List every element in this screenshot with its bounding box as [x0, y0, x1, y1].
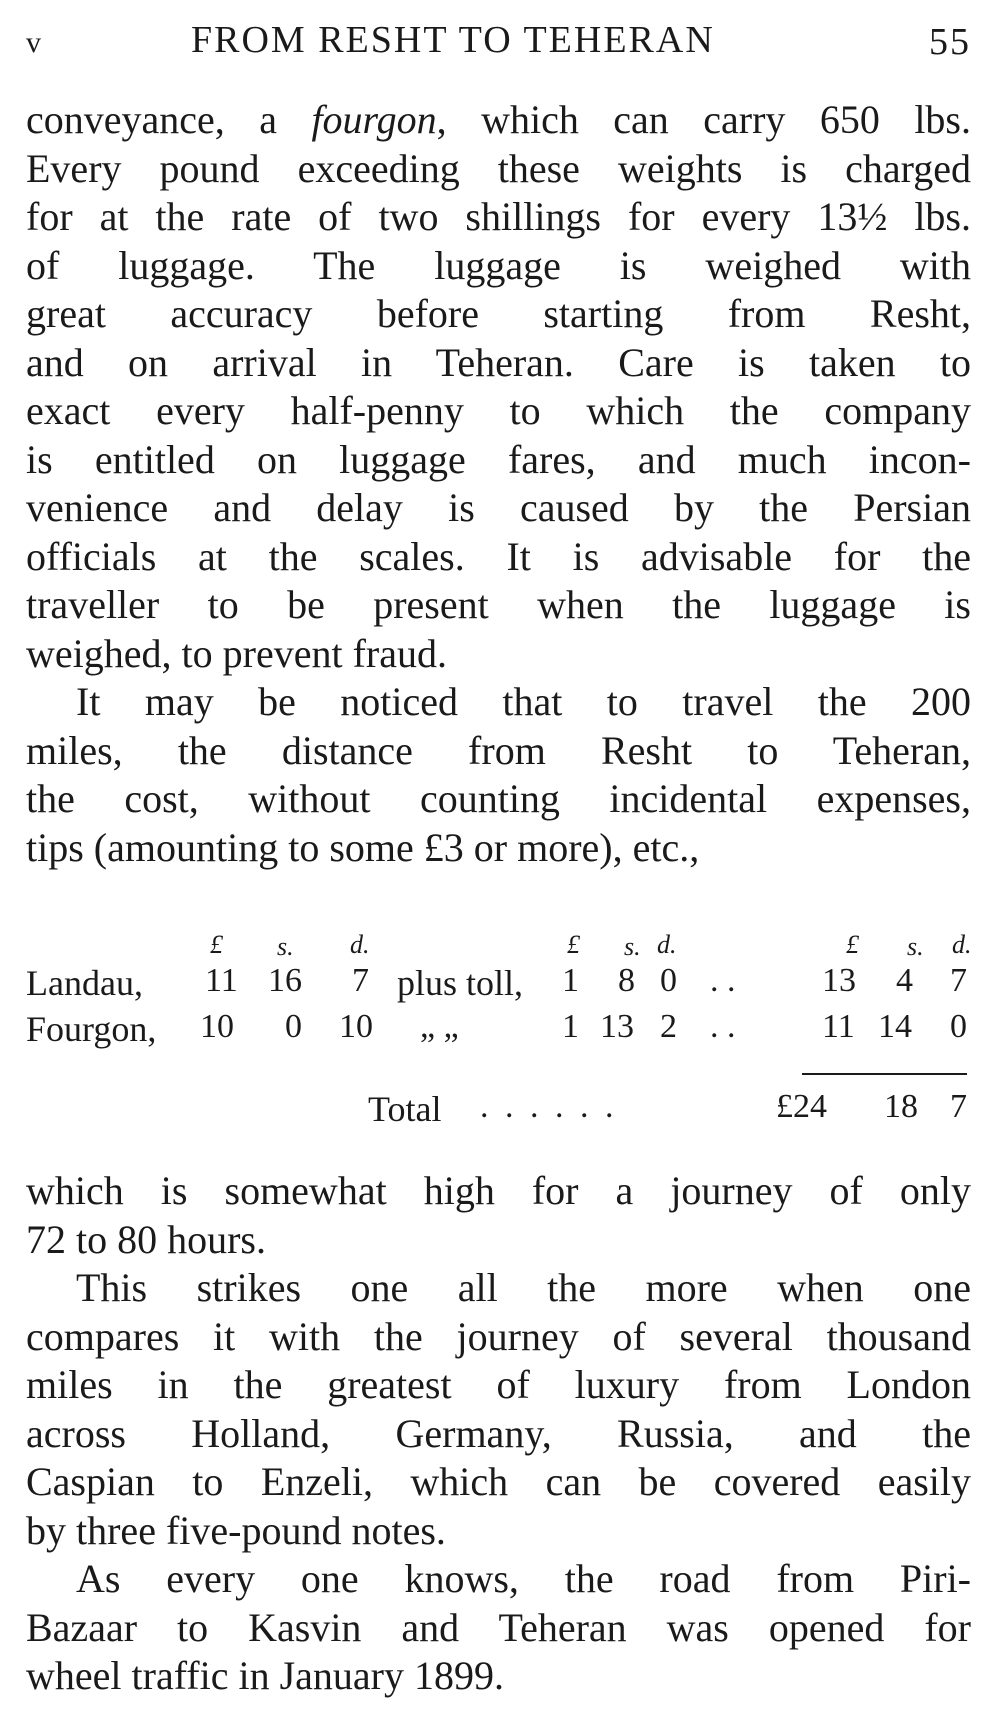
text-block-lower: [26, 1167, 971, 1701]
cell-value: 7: [352, 962, 369, 999]
total-shillings: 18: [884, 1088, 918, 1125]
text-line: compares it with the journey of several thousand: [26, 1313, 971, 1359]
text-line: which is somewhat high for a journey of only: [26, 1168, 971, 1213]
cell-value: 0: [950, 1008, 967, 1045]
text-line: traveller to be present when the luggage is: [26, 582, 971, 627]
cell-value: 2: [660, 1008, 677, 1045]
cell-value: 0: [660, 962, 677, 999]
cell-value: 1: [562, 1008, 579, 1045]
dot-leader: . . . . . .: [480, 1088, 618, 1125]
text-line: officials at the scales. It is advisable for the: [26, 533, 971, 579]
running-title: FROM RESHT TO TEHERAN: [191, 19, 715, 61]
col-head-pounds-2: £: [567, 930, 580, 959]
cell-value: 10: [200, 1008, 234, 1045]
text-line: This strikes one all the more when one: [76, 1265, 971, 1310]
cell-value: 4: [896, 962, 913, 999]
cell-value: 13: [600, 1008, 634, 1045]
col-head-pounds-3: £: [846, 930, 859, 959]
cell-value: 0: [285, 1008, 302, 1045]
cell-value: 8: [618, 962, 635, 999]
chapter-numeral: v: [26, 26, 43, 59]
text-line: Bazaar to Kasvin and Teheran was opened for: [26, 1604, 971, 1650]
dot-leader: . .: [710, 1008, 736, 1045]
text-line: Caspian to Enzeli, which can be covered easily: [26, 1459, 971, 1504]
text-line: It may be noticed that to travel the 200: [76, 679, 971, 724]
text-line: 72 to 80 hours.: [26, 1216, 266, 1262]
col-head-pence-3: d.: [952, 930, 972, 959]
toll-label: plus toll,: [397, 963, 524, 1003]
cell-value: 11: [205, 962, 238, 999]
ditto-marks: „ „: [420, 1008, 459, 1045]
cell-value: 1: [562, 962, 579, 999]
text-line: great accuracy before starting from Resht,: [26, 291, 971, 336]
text-line: and on arrival in Teheran. Care is taken to: [26, 339, 971, 385]
text-line: across Holland, Germany, Russia, and the: [26, 1410, 971, 1456]
text-line: miles, the distance from Resht to Teheran,: [26, 727, 971, 773]
page-header: [26, 18, 971, 68]
col-head-shillings-1: s.: [277, 932, 294, 961]
row-label-fourgon: Fourgon,: [26, 1009, 157, 1049]
page-number: 55: [929, 21, 971, 63]
text-line: the cost, without counting incidental expenses,: [26, 776, 971, 821]
cell-value: 14: [878, 1008, 912, 1045]
italic-term: fourgon: [311, 97, 437, 142]
col-head-pounds-1: £: [210, 930, 223, 959]
col-head-shillings-2: s.: [624, 932, 641, 961]
text-line: weighed, to prevent fraud.: [26, 630, 447, 676]
text-line: of luggage. The luggage is weighed with: [26, 242, 971, 288]
cell-value: 7: [950, 962, 967, 999]
total-pounds: £24: [776, 1088, 827, 1125]
text-block-upper: [26, 96, 971, 872]
total-pence: 7: [950, 1088, 967, 1125]
total-rule: [802, 1073, 967, 1075]
text-line: venience and delay is caused by the Persian: [26, 485, 971, 530]
text-line: As every one knows, the road from Piri-: [76, 1556, 971, 1601]
col-head-pence-2: d.: [657, 930, 677, 959]
row-label-landau: Landau,: [26, 963, 143, 1003]
cell-value: 16: [268, 962, 302, 999]
cell-value: 10: [339, 1008, 373, 1045]
text-line: miles in the greatest of luxury from London: [26, 1362, 971, 1407]
col-head-shillings-3: s.: [907, 932, 924, 961]
cell-value: 13: [822, 962, 856, 999]
text-line: Every pound exceeding these weights is charged: [26, 145, 971, 191]
dot-leader: . .: [710, 962, 736, 999]
text-line: exact every half-penny to which the company: [26, 388, 971, 433]
total-label: Total: [368, 1089, 442, 1129]
text-line: wheel traffic in January 1899.: [26, 1653, 504, 1698]
text-line: is entitled on luggage fares, and much incon-: [26, 436, 971, 482]
text-line: conveyance, a fourgon, which can carry 650 lbs.: [26, 97, 971, 142]
col-head-pence-1: d.: [350, 930, 370, 959]
text-line: tips (amounting to some £3 or more), etc.,: [26, 824, 700, 870]
text-line: for at the rate of two shillings for every 13½ lbs.: [26, 194, 971, 239]
cell-value: 11: [822, 1008, 855, 1045]
text-line: by three five-pound notes.: [26, 1507, 446, 1553]
